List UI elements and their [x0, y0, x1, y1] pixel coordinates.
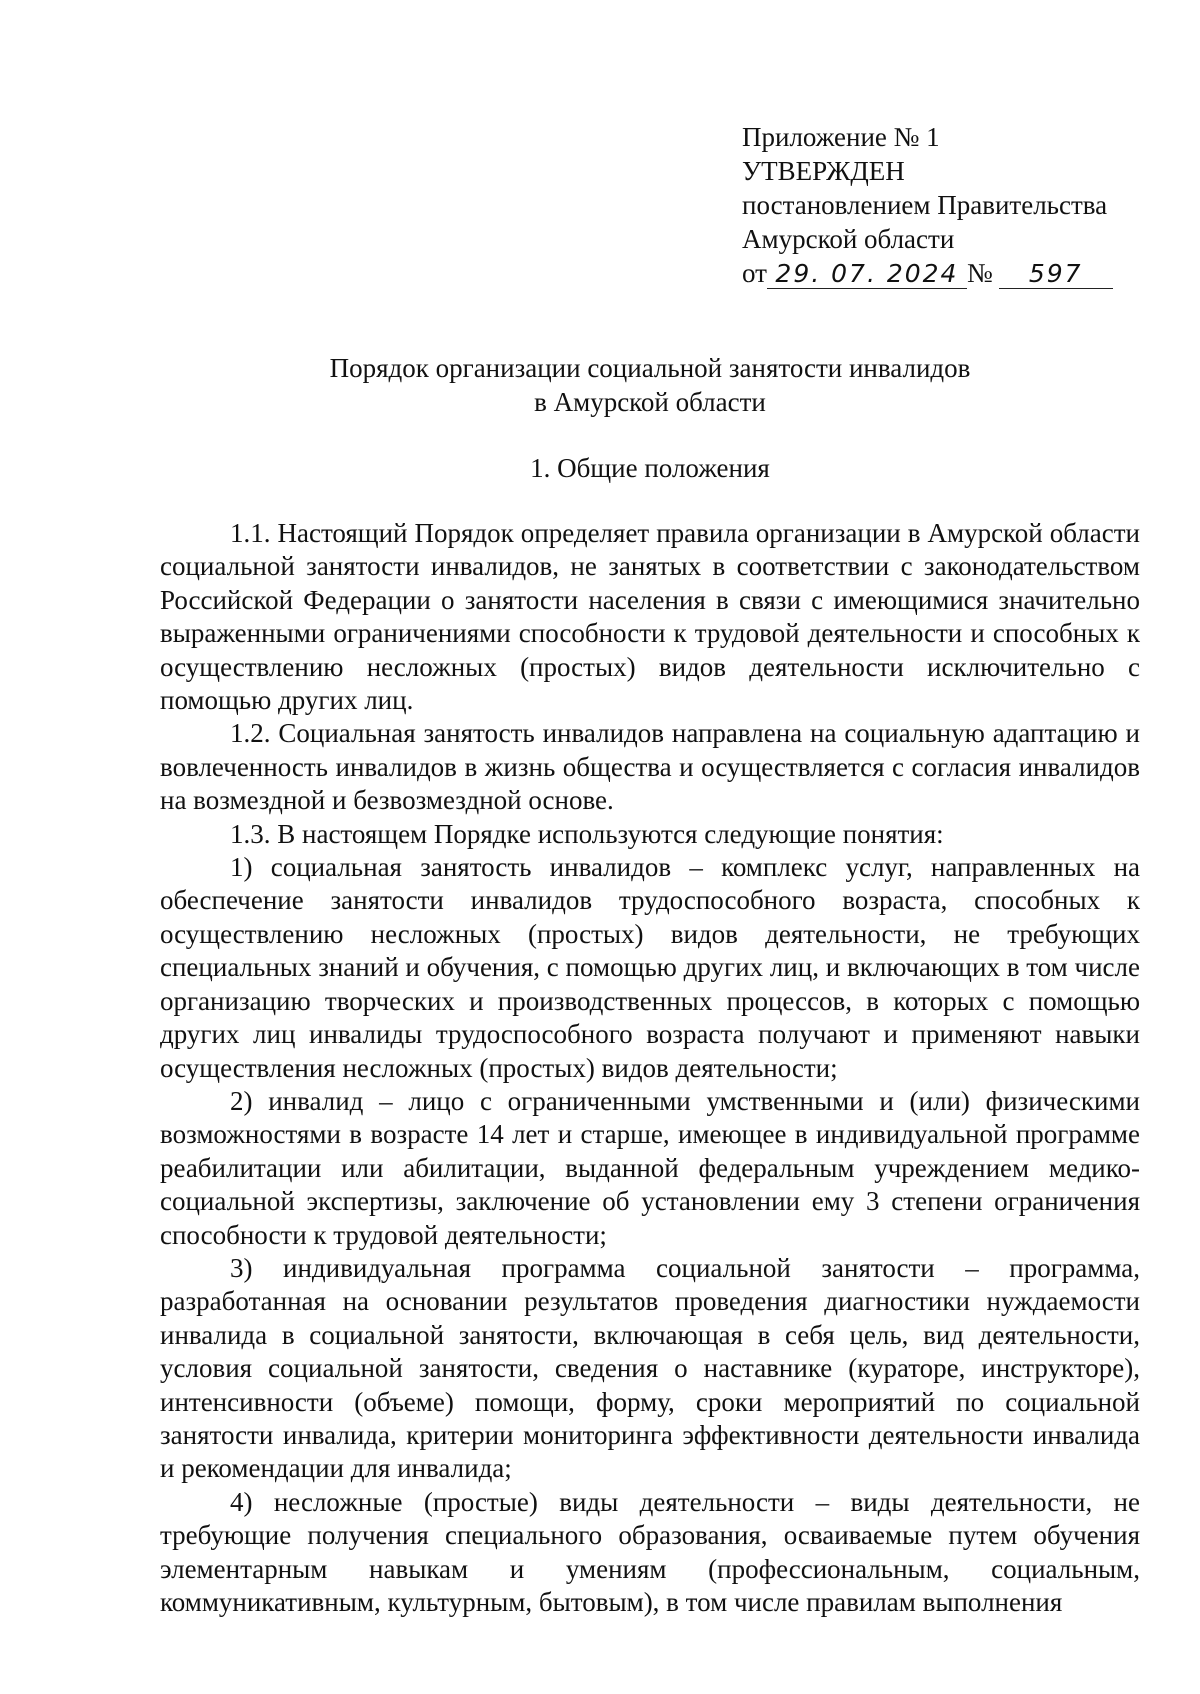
paragraph-1-3: 1.3. В настоящем Порядке используются следующие понятия:: [230, 818, 944, 849]
definition-4: 4) несложные (простые) виды деятельности – виды деятельности, не требующие получения специального образования, осваиваемые путем обучения элементарным навыкам и умениям (профессиональным, социальным, коммуникативным, культурным, бытовым), в том числе правилам выполнения: [160, 1486, 1140, 1617]
title-line-2: в Амурской области: [534, 387, 766, 417]
approved-label: УТВЕРЖДЕН: [742, 156, 905, 186]
date-prefix: от: [742, 258, 767, 288]
definition-3: 3) индивидуальная программа социальной занятости – программа, разработанная на основании результатов проведения диагностики нуждаемости инвалида в социальной занятости, включающая в себя цель, вид деятельности, условия социальной занятости, сведения о наставнике (кураторе, инструкторе), интенсивности (объеме) помощи, форму, сроки мероприятий по социальной занятости инвалида, критерии мониторинга эффективности деятельности инвалида и рекомендации для инвалида;: [160, 1252, 1140, 1484]
section-heading: 1. Общие положения: [530, 453, 770, 483]
handwritten-date: 29. 07. 2024: [767, 260, 967, 289]
approved-by-line: постановлением Правительства: [742, 190, 1108, 220]
appendix-label: Приложение № 1: [742, 122, 940, 152]
number-prefix: №: [966, 258, 993, 288]
paragraph-1-1: 1.1. Настоящий Порядок определяет правила организации в Амурской области социальной занятости инвалидов, не занятых в соответствии с законодательством Российской Федерации о занятости населения в связи с имеющимися значительно выраженными ограничениями способности к трудовой деятельности и способных к осуществлению несложных (простых) видов деятельности исключительно с помощью других лиц.: [160, 518, 1140, 716]
approval-stamp-block: [742, 120, 1142, 290]
region-line: Амурской области: [742, 224, 955, 254]
handwritten-number: 597: [999, 260, 1113, 289]
document-body: [160, 517, 1140, 1619]
date-number-line: [742, 256, 1142, 290]
paragraph-1-2: 1.2. Социальная занятость инвалидов направлена на социальную адаптацию и вовлеченность инвалидов в жизнь общества и осуществляется с согласия инвалидов на возмездной и безвозмездной основе.: [160, 718, 1140, 816]
document-title: [160, 351, 1140, 419]
definition-2: 2) инвалид – лицо с ограниченными умственными и (или) физическими возможностями в возрасте 14 лет и старше, имеющее в индивидуальной программе реабилитации или абилитации, выданной федеральным учреждением медико-социальной экспертизы, заключение об установлении ему 3 степени ограничения способности к трудовой деятельности;: [160, 1085, 1140, 1250]
definition-1: 1) социальная занятость инвалидов – комплекс услуг, направленных на обеспечение занятости инвалидов трудоспособного возраста, способных к осуществлению несложных (простых) видов деятельности, не требующих специальных знаний и обучения, с помощью других лиц, и включающих в том числе организацию творческих и производственных процессов, в которых с помощью других лиц инвалиды трудоспособного возраста получают и применяют навыки осуществления несложных (простых) видов деятельности;: [160, 852, 1140, 1083]
title-line-1: Порядок организации социальной занятости инвалидов: [329, 353, 971, 383]
